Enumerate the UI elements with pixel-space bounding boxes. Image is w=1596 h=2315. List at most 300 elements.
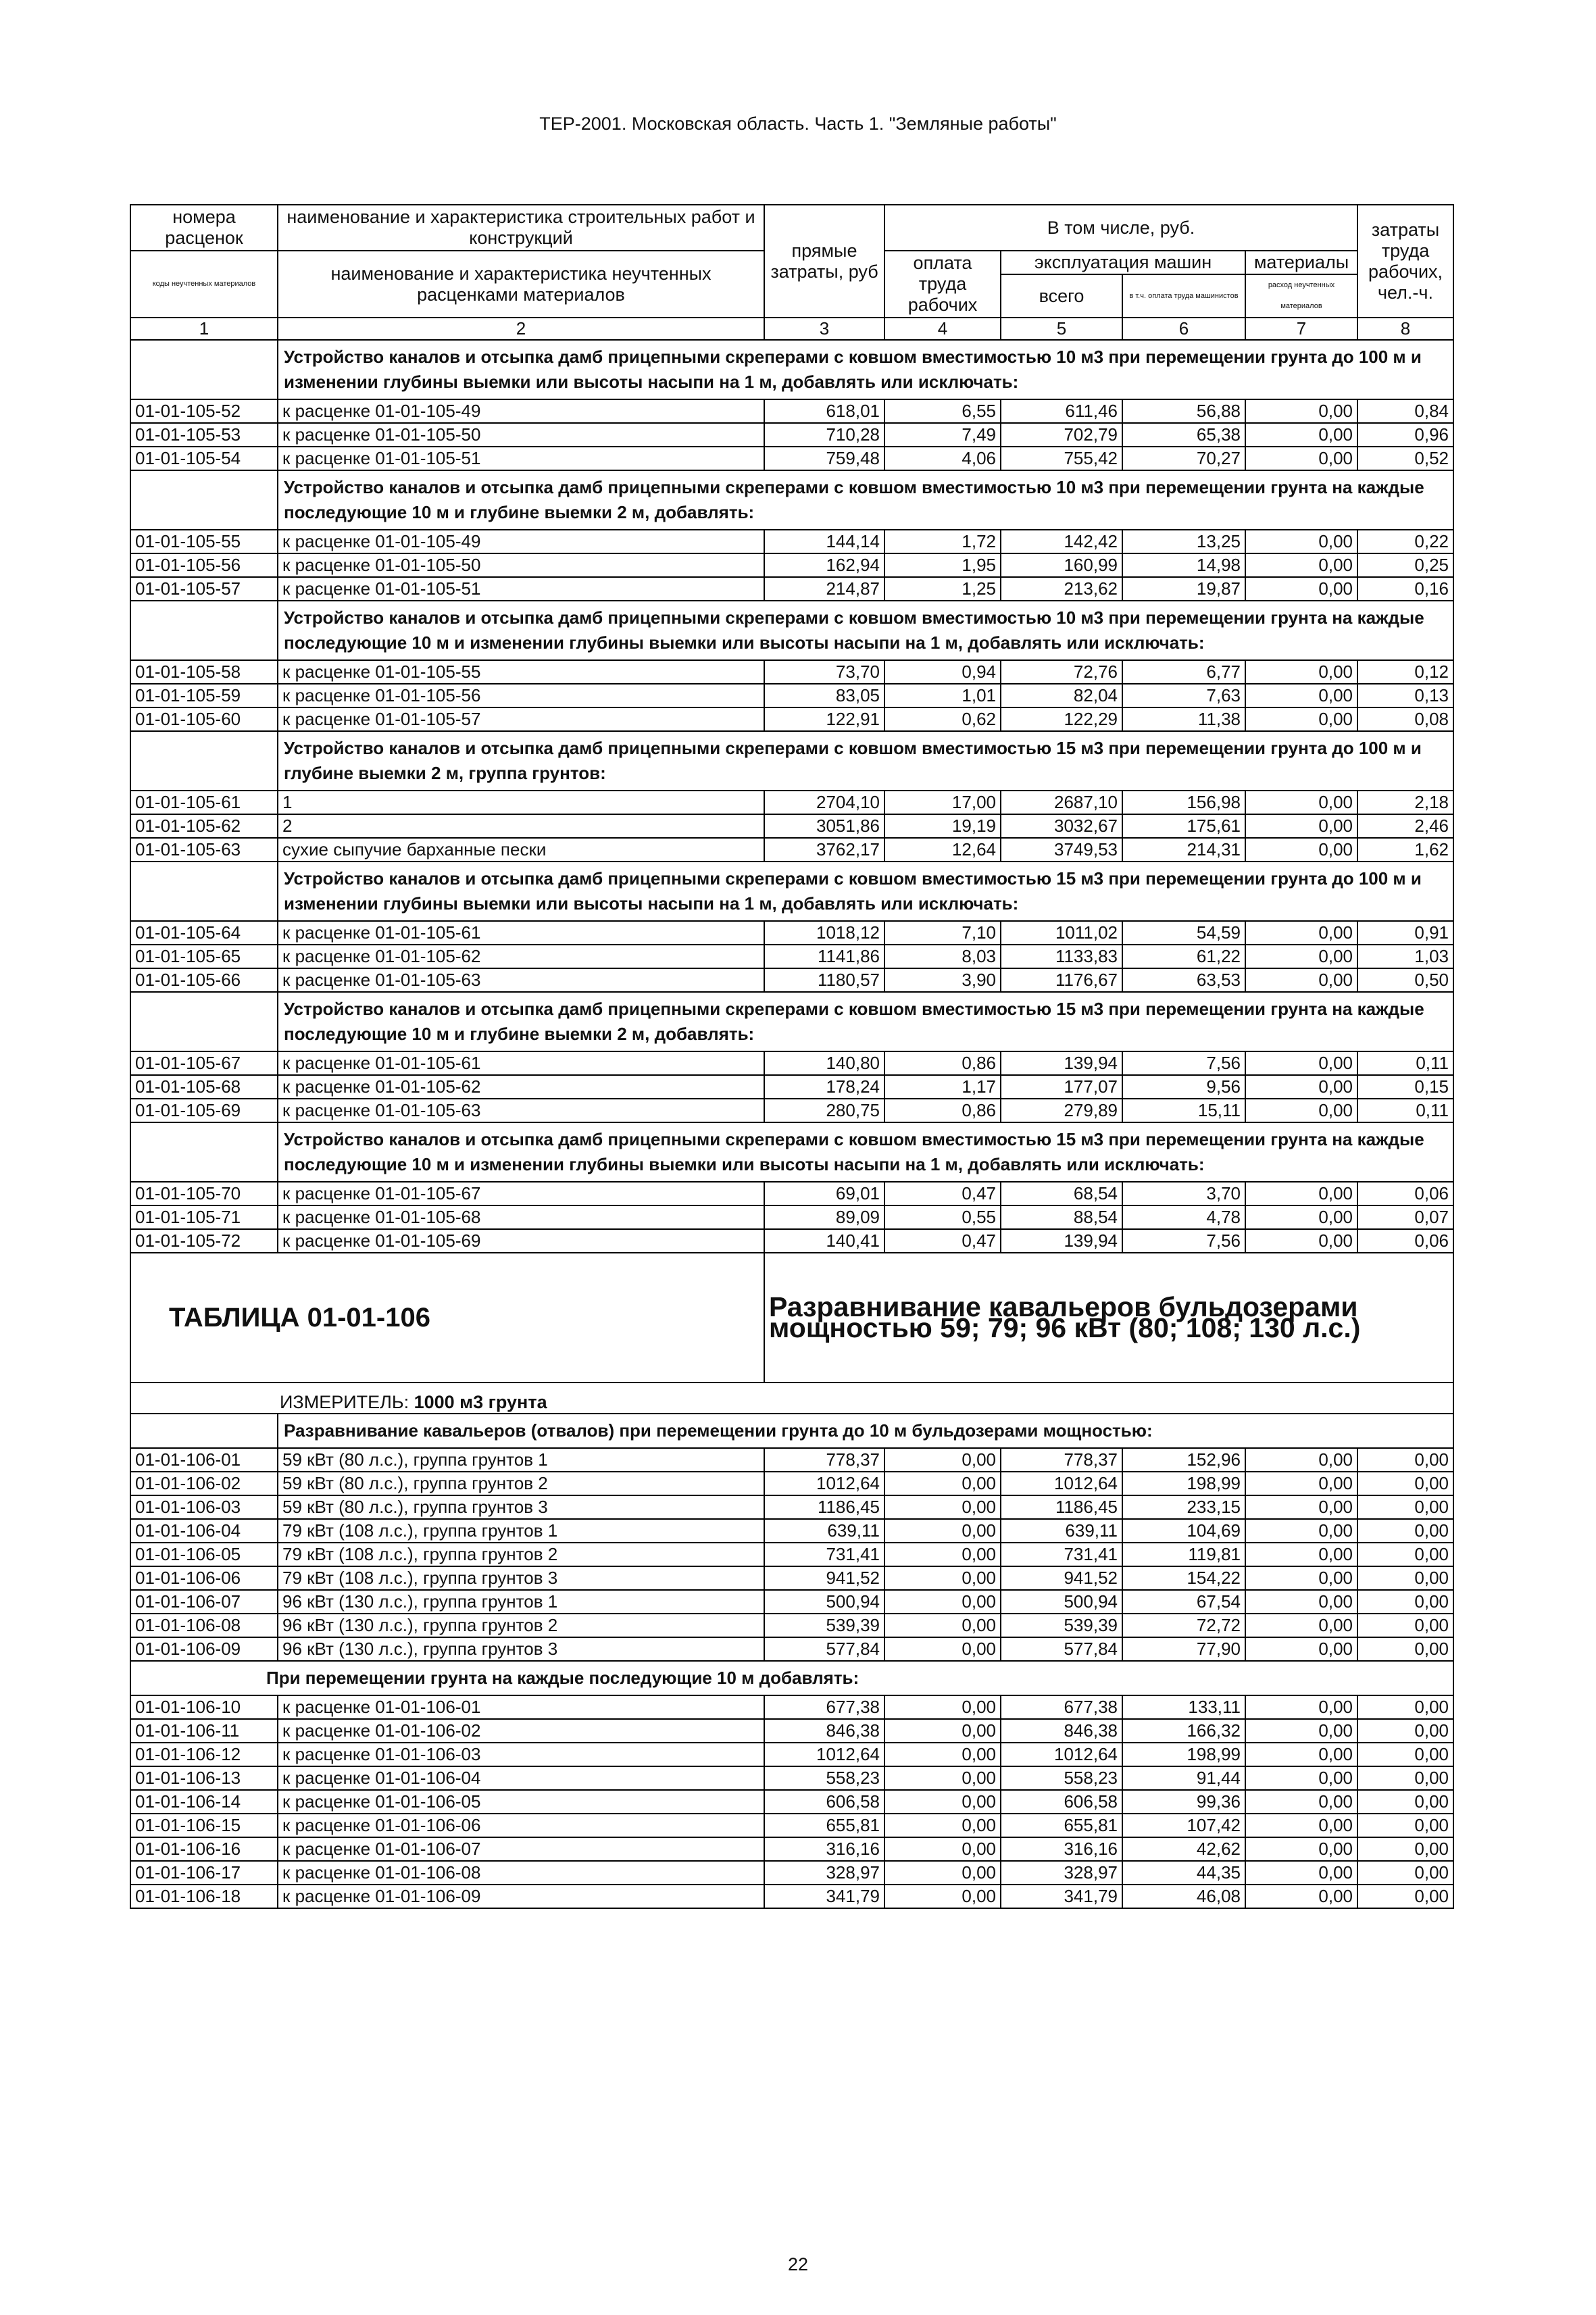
cell-operators: 61,22 <box>1122 945 1245 968</box>
cell-operators: 7,56 <box>1122 1051 1245 1075</box>
cell-machines: 3749,53 <box>1001 838 1122 862</box>
cell-machines: 1012,64 <box>1001 1472 1122 1495</box>
cell-name: к расценке 01-01-106-03 <box>278 1743 764 1766</box>
cell-hours: 0,00 <box>1357 1695 1453 1719</box>
cell-hours: 0,00 <box>1357 1519 1453 1543</box>
cell-hours: 0,00 <box>1357 1814 1453 1837</box>
cell-direct: 1018,12 <box>764 921 884 945</box>
cell-name: к расценке 01-01-106-07 <box>278 1837 764 1861</box>
cell-materials: 0,00 <box>1245 684 1357 707</box>
cell-operators: 104,69 <box>1122 1519 1245 1543</box>
cell-operators: 72,72 <box>1122 1614 1245 1637</box>
table-row <box>130 1051 1453 1075</box>
table-row <box>130 945 1453 968</box>
cell-name: к расценке 01-01-106-02 <box>278 1719 764 1743</box>
cell-name: к расценке 01-01-105-67 <box>278 1182 764 1205</box>
cell-machines: 1011,02 <box>1001 921 1122 945</box>
cell-code: 01-01-105-62 <box>130 814 278 838</box>
table-row <box>130 1590 1453 1614</box>
cell-hours: 0,00 <box>1357 1472 1453 1495</box>
cell-labor: 0,00 <box>884 1837 1001 1861</box>
cell-machines: 1186,45 <box>1001 1495 1122 1519</box>
cell-machines: 639,11 <box>1001 1519 1122 1543</box>
cell-hours: 0,06 <box>1357 1229 1453 1253</box>
cell-labor: 3,90 <box>884 968 1001 992</box>
cell-name: к расценке 01-01-105-69 <box>278 1229 764 1253</box>
cell-materials: 0,00 <box>1245 577 1357 601</box>
cell-operators: 15,11 <box>1122 1099 1245 1122</box>
table-row <box>130 1182 1453 1205</box>
section-spacer <box>130 470 278 530</box>
cell-hours: 0,00 <box>1357 1614 1453 1637</box>
column-number: 7 <box>1245 318 1357 340</box>
cell-hours: 0,00 <box>1357 1861 1453 1885</box>
table-title-row <box>130 1253 1453 1383</box>
section-header-row <box>130 1122 1453 1182</box>
cell-machines: 2687,10 <box>1001 791 1122 814</box>
cell-labor: 0,00 <box>884 1719 1001 1743</box>
table-row <box>130 1566 1453 1590</box>
cell-operators: 7,63 <box>1122 684 1245 707</box>
table-row <box>130 1448 1453 1472</box>
section-spacer <box>130 1414 278 1448</box>
cell-machines: 177,07 <box>1001 1075 1122 1099</box>
table-row <box>130 1743 1453 1766</box>
cell-labor: 0,00 <box>884 1743 1001 1766</box>
cell-direct: 214,87 <box>764 577 884 601</box>
cell-code: 01-01-106-13 <box>130 1766 278 1790</box>
measure-row <box>130 1383 1453 1414</box>
cell-operators: 67,54 <box>1122 1590 1245 1614</box>
cell-operators: 175,61 <box>1122 814 1245 838</box>
cell-name: 79 кВт (108 л.с.), группа грунтов 1 <box>278 1519 764 1543</box>
cell-code: 01-01-105-58 <box>130 660 278 684</box>
cell-name: к расценке 01-01-106-08 <box>278 1861 764 1885</box>
section-spacer <box>130 731 278 791</box>
section-title: Устройство каналов и отсыпка дамб прицепными скреперами с ковшом вместимостью 10 м3 при перемещении грунта на каждые последующие 10 м и глубине выемки 2 м, добавлять: <box>278 470 1453 530</box>
cell-code: 01-01-106-08 <box>130 1614 278 1637</box>
cell-machines: 606,58 <box>1001 1790 1122 1814</box>
table-row <box>130 1614 1453 1637</box>
cell-machines: 3032,67 <box>1001 814 1122 838</box>
table-row <box>130 447 1453 470</box>
cell-hours: 2,46 <box>1357 814 1453 838</box>
cell-materials: 0,00 <box>1245 1075 1357 1099</box>
cell-labor: 7,10 <box>884 921 1001 945</box>
cell-operators: 14,98 <box>1122 553 1245 577</box>
section-title: Устройство каналов и отсыпка дамб прицепными скреперами с ковшом вместимостью 10 м3 при перемещении грунта до 100 м и изменении глубины выемки или высоты насыпи на 1 м, добавлять или исключать: <box>278 340 1453 399</box>
table-106-header <box>130 1253 1453 1414</box>
section-title: Устройство каналов и отсыпка дамб прицепными скреперами с ковшом вместимостью 15 м3 при перемещении грунта до 100 м и изменении глубины выемки или высоты насыпи на 1 м, добавлять или исключать: <box>278 862 1453 921</box>
cell-labor: 0,00 <box>884 1790 1001 1814</box>
cell-name: к расценке 01-01-105-56 <box>278 684 764 707</box>
cell-materials: 0,00 <box>1245 399 1357 423</box>
cell-hours: 1,03 <box>1357 945 1453 968</box>
section-header-row <box>130 992 1453 1051</box>
cell-labor: 0,00 <box>884 1695 1001 1719</box>
cell-operators: 19,87 <box>1122 577 1245 601</box>
table-row <box>130 1543 1453 1566</box>
cell-labor: 0,00 <box>884 1519 1001 1543</box>
cell-hours: 0,16 <box>1357 577 1453 601</box>
section-title: Устройство каналов и отсыпка дамб прицепными скреперами с ковшом вместимостью 15 м3 при перемещении грунта на каждые последующие 10 м и изменении глубины выемки или высоты насыпи на 1 м, добавлять или исключать: <box>278 1122 1453 1182</box>
cell-materials: 0,00 <box>1245 1229 1357 1253</box>
cell-hours: 0,00 <box>1357 1566 1453 1590</box>
section-title: Устройство каналов и отсыпка дамб прицепными скреперами с ковшом вместимостью 15 м3 при перемещении грунта до 100 м и глубине выемки 2 м, группа грунтов: <box>278 731 1453 791</box>
cell-hours: 0,06 <box>1357 1182 1453 1205</box>
column-number: 4 <box>884 318 1001 340</box>
header-machines-group: эксплуатация машин <box>1001 251 1245 274</box>
cell-labor: 1,01 <box>884 684 1001 707</box>
cell-machines: 846,38 <box>1001 1719 1122 1743</box>
cell-materials: 0,00 <box>1245 814 1357 838</box>
cell-name: к расценке 01-01-105-49 <box>278 530 764 553</box>
table-row <box>130 1861 1453 1885</box>
cell-operators: 7,56 <box>1122 1229 1245 1253</box>
cell-direct: 144,14 <box>764 530 884 553</box>
cell-hours: 0,00 <box>1357 1743 1453 1766</box>
cell-hours: 0,00 <box>1357 1637 1453 1661</box>
cell-direct: 606,58 <box>764 1790 884 1814</box>
table-row <box>130 1495 1453 1519</box>
table-row <box>130 1790 1453 1814</box>
cell-code: 01-01-106-02 <box>130 1472 278 1495</box>
cell-name: 96 кВт (130 л.с.), группа грунтов 2 <box>278 1614 764 1637</box>
cell-name: 2 <box>278 814 764 838</box>
cell-name: к расценке 01-01-106-06 <box>278 1814 764 1837</box>
table-row <box>130 1519 1453 1543</box>
cell-machines: 328,97 <box>1001 1861 1122 1885</box>
section-title: Устройство каналов и отсыпка дамб прицепными скреперами с ковшом вместимостью 15 м3 при перемещении грунта на каждые последующие 10 м и глубине выемки 2 м, добавлять: <box>278 992 1453 1051</box>
cell-direct: 677,38 <box>764 1695 884 1719</box>
cell-name: к расценке 01-01-105-57 <box>278 707 764 731</box>
page-header: ТЕР-2001. Московская область. Часть 1. "Земляные работы" <box>539 114 1057 134</box>
cell-direct: 2704,10 <box>764 791 884 814</box>
cell-materials: 0,00 <box>1245 530 1357 553</box>
cell-name: к расценке 01-01-106-01 <box>278 1695 764 1719</box>
cell-operators: 214,31 <box>1122 838 1245 862</box>
cell-code: 01-01-106-11 <box>130 1719 278 1743</box>
cell-direct: 500,94 <box>764 1590 884 1614</box>
cell-code: 01-01-105-57 <box>130 577 278 601</box>
cell-hours: 0,11 <box>1357 1051 1453 1075</box>
cell-operators: 46,08 <box>1122 1885 1245 1908</box>
cell-machines: 731,41 <box>1001 1543 1122 1566</box>
cell-labor: 0,00 <box>884 1637 1001 1661</box>
cell-operators: 198,99 <box>1122 1743 1245 1766</box>
cell-machines: 142,42 <box>1001 530 1122 553</box>
cell-labor: 6,55 <box>884 399 1001 423</box>
cell-direct: 1141,86 <box>764 945 884 968</box>
cell-hours: 1,62 <box>1357 838 1453 862</box>
cell-direct: 69,01 <box>764 1182 884 1205</box>
table-row <box>130 1637 1453 1661</box>
section-header-row <box>130 731 1453 791</box>
cell-code: 01-01-105-64 <box>130 921 278 945</box>
table-105-body <box>130 340 1453 1253</box>
cell-hours: 0,84 <box>1357 399 1453 423</box>
header-col3: прямые затраты, руб <box>764 205 884 318</box>
column-number: 6 <box>1122 318 1245 340</box>
cell-labor: 1,95 <box>884 553 1001 577</box>
cell-operators: 154,22 <box>1122 1566 1245 1590</box>
cell-direct: 178,24 <box>764 1075 884 1099</box>
cell-materials: 0,00 <box>1245 1051 1357 1075</box>
header-group: В том числе, руб. <box>884 205 1357 251</box>
measure-label: ИЗМЕРИТЕЛЬ: <box>280 1392 409 1412</box>
cell-name: 96 кВт (130 л.с.), группа грунтов 1 <box>278 1590 764 1614</box>
cell-machines: 941,52 <box>1001 1566 1122 1590</box>
cell-direct: 140,41 <box>764 1229 884 1253</box>
section-header-row <box>130 1661 1453 1695</box>
cell-machines: 72,76 <box>1001 660 1122 684</box>
cell-labor: 0,94 <box>884 660 1001 684</box>
cell-name: к расценке 01-01-106-04 <box>278 1766 764 1790</box>
cell-labor: 1,17 <box>884 1075 1001 1099</box>
cell-materials: 0,00 <box>1245 447 1357 470</box>
cell-machines: 677,38 <box>1001 1695 1122 1719</box>
cell-operators: 63,53 <box>1122 968 1245 992</box>
cell-name: к расценке 01-01-105-55 <box>278 660 764 684</box>
cell-machines: 1133,83 <box>1001 945 1122 968</box>
cell-code: 01-01-105-63 <box>130 838 278 862</box>
cell-operators: 198,99 <box>1122 1472 1245 1495</box>
cell-name: к расценке 01-01-105-61 <box>278 1051 764 1075</box>
cell-labor: 19,19 <box>884 814 1001 838</box>
table-row <box>130 553 1453 577</box>
cell-name: к расценке 01-01-105-61 <box>278 921 764 945</box>
cell-hours: 0,00 <box>1357 1790 1453 1814</box>
cell-code: 01-01-105-61 <box>130 791 278 814</box>
cell-hours: 0,08 <box>1357 707 1453 731</box>
cell-operators: 65,38 <box>1122 423 1245 447</box>
cell-hours: 0,25 <box>1357 553 1453 577</box>
cell-materials: 0,00 <box>1245 1637 1357 1661</box>
cell-materials: 0,00 <box>1245 1837 1357 1861</box>
cell-hours: 0,91 <box>1357 921 1453 945</box>
table-106-body <box>130 1414 1453 1908</box>
section-spacer <box>130 340 278 399</box>
cell-materials: 0,00 <box>1245 1182 1357 1205</box>
cell-machines: 279,89 <box>1001 1099 1122 1122</box>
cell-machines: 702,79 <box>1001 423 1122 447</box>
cell-code: 01-01-106-06 <box>130 1566 278 1590</box>
table-row <box>130 968 1453 992</box>
cell-direct: 710,28 <box>764 423 884 447</box>
cell-direct: 140,80 <box>764 1051 884 1075</box>
cell-name: сухие сыпучие барханные пески <box>278 838 764 862</box>
cell-materials: 0,00 <box>1245 968 1357 992</box>
cell-operators: 13,25 <box>1122 530 1245 553</box>
cell-name: к расценке 01-01-105-50 <box>278 553 764 577</box>
section-title: Устройство каналов и отсыпка дамб прицепными скреперами с ковшом вместимостью 10 м3 при перемещении грунта на каждые последующие 10 м и изменении глубины выемки или высоты насыпи на 1 м, добавлять или исключать: <box>278 601 1453 660</box>
cell-machines: 1012,64 <box>1001 1743 1122 1766</box>
cell-code: 01-01-106-01 <box>130 1448 278 1472</box>
cell-hours: 0,96 <box>1357 423 1453 447</box>
cell-hours: 0,13 <box>1357 684 1453 707</box>
cell-machines: 213,62 <box>1001 577 1122 601</box>
table-row <box>130 1766 1453 1790</box>
header-col2-top: наименование и характеристика строительных работ и конструкций <box>278 205 764 251</box>
cell-materials: 0,00 <box>1245 1885 1357 1908</box>
cell-name: 59 кВт (80 л.с.), группа грунтов 1 <box>278 1448 764 1472</box>
table-row <box>130 791 1453 814</box>
cell-code: 01-01-106-05 <box>130 1543 278 1566</box>
section-spacer <box>130 862 278 921</box>
cell-machines: 341,79 <box>1001 1885 1122 1908</box>
cell-direct: 778,37 <box>764 1448 884 1472</box>
cell-code: 01-01-106-17 <box>130 1861 278 1885</box>
table-row <box>130 921 1453 945</box>
cell-direct: 280,75 <box>764 1099 884 1122</box>
cell-direct: 655,81 <box>764 1814 884 1837</box>
table-row <box>130 1837 1453 1861</box>
cell-labor: 0,00 <box>884 1448 1001 1472</box>
cell-code: 01-01-105-69 <box>130 1099 278 1122</box>
header-col1-top: номера расценок <box>130 205 278 251</box>
cell-labor: 0,00 <box>884 1472 1001 1495</box>
table-row <box>130 707 1453 731</box>
cell-direct: 731,41 <box>764 1543 884 1566</box>
cell-materials: 0,00 <box>1245 1543 1357 1566</box>
cell-code: 01-01-105-68 <box>130 1075 278 1099</box>
cell-operators: 119,81 <box>1122 1543 1245 1566</box>
cell-code: 01-01-106-04 <box>130 1519 278 1543</box>
cell-operators: 152,96 <box>1122 1448 1245 1472</box>
table-row <box>130 684 1453 707</box>
cell-machines: 160,99 <box>1001 553 1122 577</box>
header-col5: всего <box>1001 274 1122 318</box>
table-row <box>130 399 1453 423</box>
column-number: 3 <box>764 318 884 340</box>
cell-name: 59 кВт (80 л.с.), группа грунтов 2 <box>278 1472 764 1495</box>
cell-hours: 0,00 <box>1357 1837 1453 1861</box>
measure <box>130 1383 1453 1414</box>
cell-direct: 83,05 <box>764 684 884 707</box>
cell-machines: 558,23 <box>1001 1766 1122 1790</box>
cell-machines: 655,81 <box>1001 1814 1122 1837</box>
cell-machines: 122,29 <box>1001 707 1122 731</box>
cell-materials: 0,00 <box>1245 1790 1357 1814</box>
cell-materials: 0,00 <box>1245 707 1357 731</box>
header-col2-bottom: наименование и характеристика неучтенных расценками материалов <box>278 251 764 318</box>
cell-machines: 316,16 <box>1001 1837 1122 1861</box>
section-spacer <box>130 1122 278 1182</box>
cell-materials: 0,00 <box>1245 1861 1357 1885</box>
cell-direct: 73,70 <box>764 660 884 684</box>
cell-operators: 70,27 <box>1122 447 1245 470</box>
cell-labor: 4,06 <box>884 447 1001 470</box>
cell-direct: 1186,45 <box>764 1495 884 1519</box>
cell-labor: 0,47 <box>884 1229 1001 1253</box>
header-row-1 <box>130 205 1453 251</box>
column-number: 2 <box>278 318 764 340</box>
cell-materials: 0,00 <box>1245 1205 1357 1229</box>
cell-materials: 0,00 <box>1245 1448 1357 1472</box>
cell-materials: 0,00 <box>1245 660 1357 684</box>
table-row <box>130 1229 1453 1253</box>
cell-machines: 611,46 <box>1001 399 1122 423</box>
cell-code: 01-01-106-18 <box>130 1885 278 1908</box>
cell-code: 01-01-105-66 <box>130 968 278 992</box>
cell-labor: 0,47 <box>884 1182 1001 1205</box>
table-label: ТАБЛИЦА 01-01-106 <box>130 1253 764 1383</box>
cell-name: к расценке 01-01-105-49 <box>278 399 764 423</box>
cell-hours: 0,00 <box>1357 1766 1453 1790</box>
header-col6: в т.ч. оплата труда машинистов <box>1122 274 1245 318</box>
cell-operators: 11,38 <box>1122 707 1245 731</box>
cell-name: к расценке 01-01-105-51 <box>278 447 764 470</box>
cell-code: 01-01-105-52 <box>130 399 278 423</box>
cell-labor: 0,62 <box>884 707 1001 731</box>
cell-code: 01-01-105-59 <box>130 684 278 707</box>
cell-materials: 0,00 <box>1245 1472 1357 1495</box>
cell-hours: 0,00 <box>1357 1448 1453 1472</box>
cell-materials: 0,00 <box>1245 553 1357 577</box>
cell-direct: 941,52 <box>764 1566 884 1590</box>
cell-operators: 133,11 <box>1122 1695 1245 1719</box>
cell-name: к расценке 01-01-106-05 <box>278 1790 764 1814</box>
cell-code: 01-01-106-07 <box>130 1590 278 1614</box>
cell-hours: 0,15 <box>1357 1075 1453 1099</box>
cell-labor: 0,00 <box>884 1766 1001 1790</box>
cell-direct: 759,48 <box>764 447 884 470</box>
cell-hours: 0,00 <box>1357 1719 1453 1743</box>
header-col8: затраты труда рабочих, чел.-ч. <box>1357 205 1453 318</box>
cell-direct: 577,84 <box>764 1637 884 1661</box>
table-row <box>130 1814 1453 1837</box>
cell-name: к расценке 01-01-106-09 <box>278 1885 764 1908</box>
cell-machines: 778,37 <box>1001 1448 1122 1472</box>
table-row <box>130 577 1453 601</box>
cell-operators: 44,35 <box>1122 1861 1245 1885</box>
cell-labor: 17,00 <box>884 791 1001 814</box>
cell-direct: 558,23 <box>764 1766 884 1790</box>
table-row <box>130 660 1453 684</box>
cell-name: к расценке 01-01-105-68 <box>278 1205 764 1229</box>
cell-direct: 316,16 <box>764 1837 884 1861</box>
section-spacer <box>130 601 278 660</box>
header-col4: оплата труда рабочих <box>884 251 1001 318</box>
cell-code: 01-01-105-70 <box>130 1182 278 1205</box>
cell-name: к расценке 01-01-105-51 <box>278 577 764 601</box>
rates-table <box>130 204 1454 1909</box>
cell-hours: 0,00 <box>1357 1543 1453 1566</box>
table-row <box>130 838 1453 862</box>
cell-machines: 82,04 <box>1001 684 1122 707</box>
cell-labor: 0,86 <box>884 1099 1001 1122</box>
section-header-row <box>130 340 1453 399</box>
cell-operators: 9,56 <box>1122 1075 1245 1099</box>
cell-code: 01-01-106-09 <box>130 1637 278 1661</box>
cell-operators: 107,42 <box>1122 1814 1245 1837</box>
cell-labor: 0,00 <box>884 1885 1001 1908</box>
table-row <box>130 530 1453 553</box>
cell-name: 79 кВт (108 л.с.), группа грунтов 3 <box>278 1566 764 1590</box>
cell-labor: 1,25 <box>884 577 1001 601</box>
cell-materials: 0,00 <box>1245 1099 1357 1122</box>
cell-operators: 6,77 <box>1122 660 1245 684</box>
column-number: 8 <box>1357 318 1453 340</box>
table-row <box>130 1099 1453 1122</box>
cell-code: 01-01-105-65 <box>130 945 278 968</box>
cell-code: 01-01-106-14 <box>130 1790 278 1814</box>
cell-operators: 233,15 <box>1122 1495 1245 1519</box>
cell-code: 01-01-105-53 <box>130 423 278 447</box>
cell-direct: 1012,64 <box>764 1472 884 1495</box>
section-title: При перемещении грунта на каждые последующие 10 м добавлять: <box>130 1661 1453 1695</box>
cell-materials: 0,00 <box>1245 1566 1357 1590</box>
